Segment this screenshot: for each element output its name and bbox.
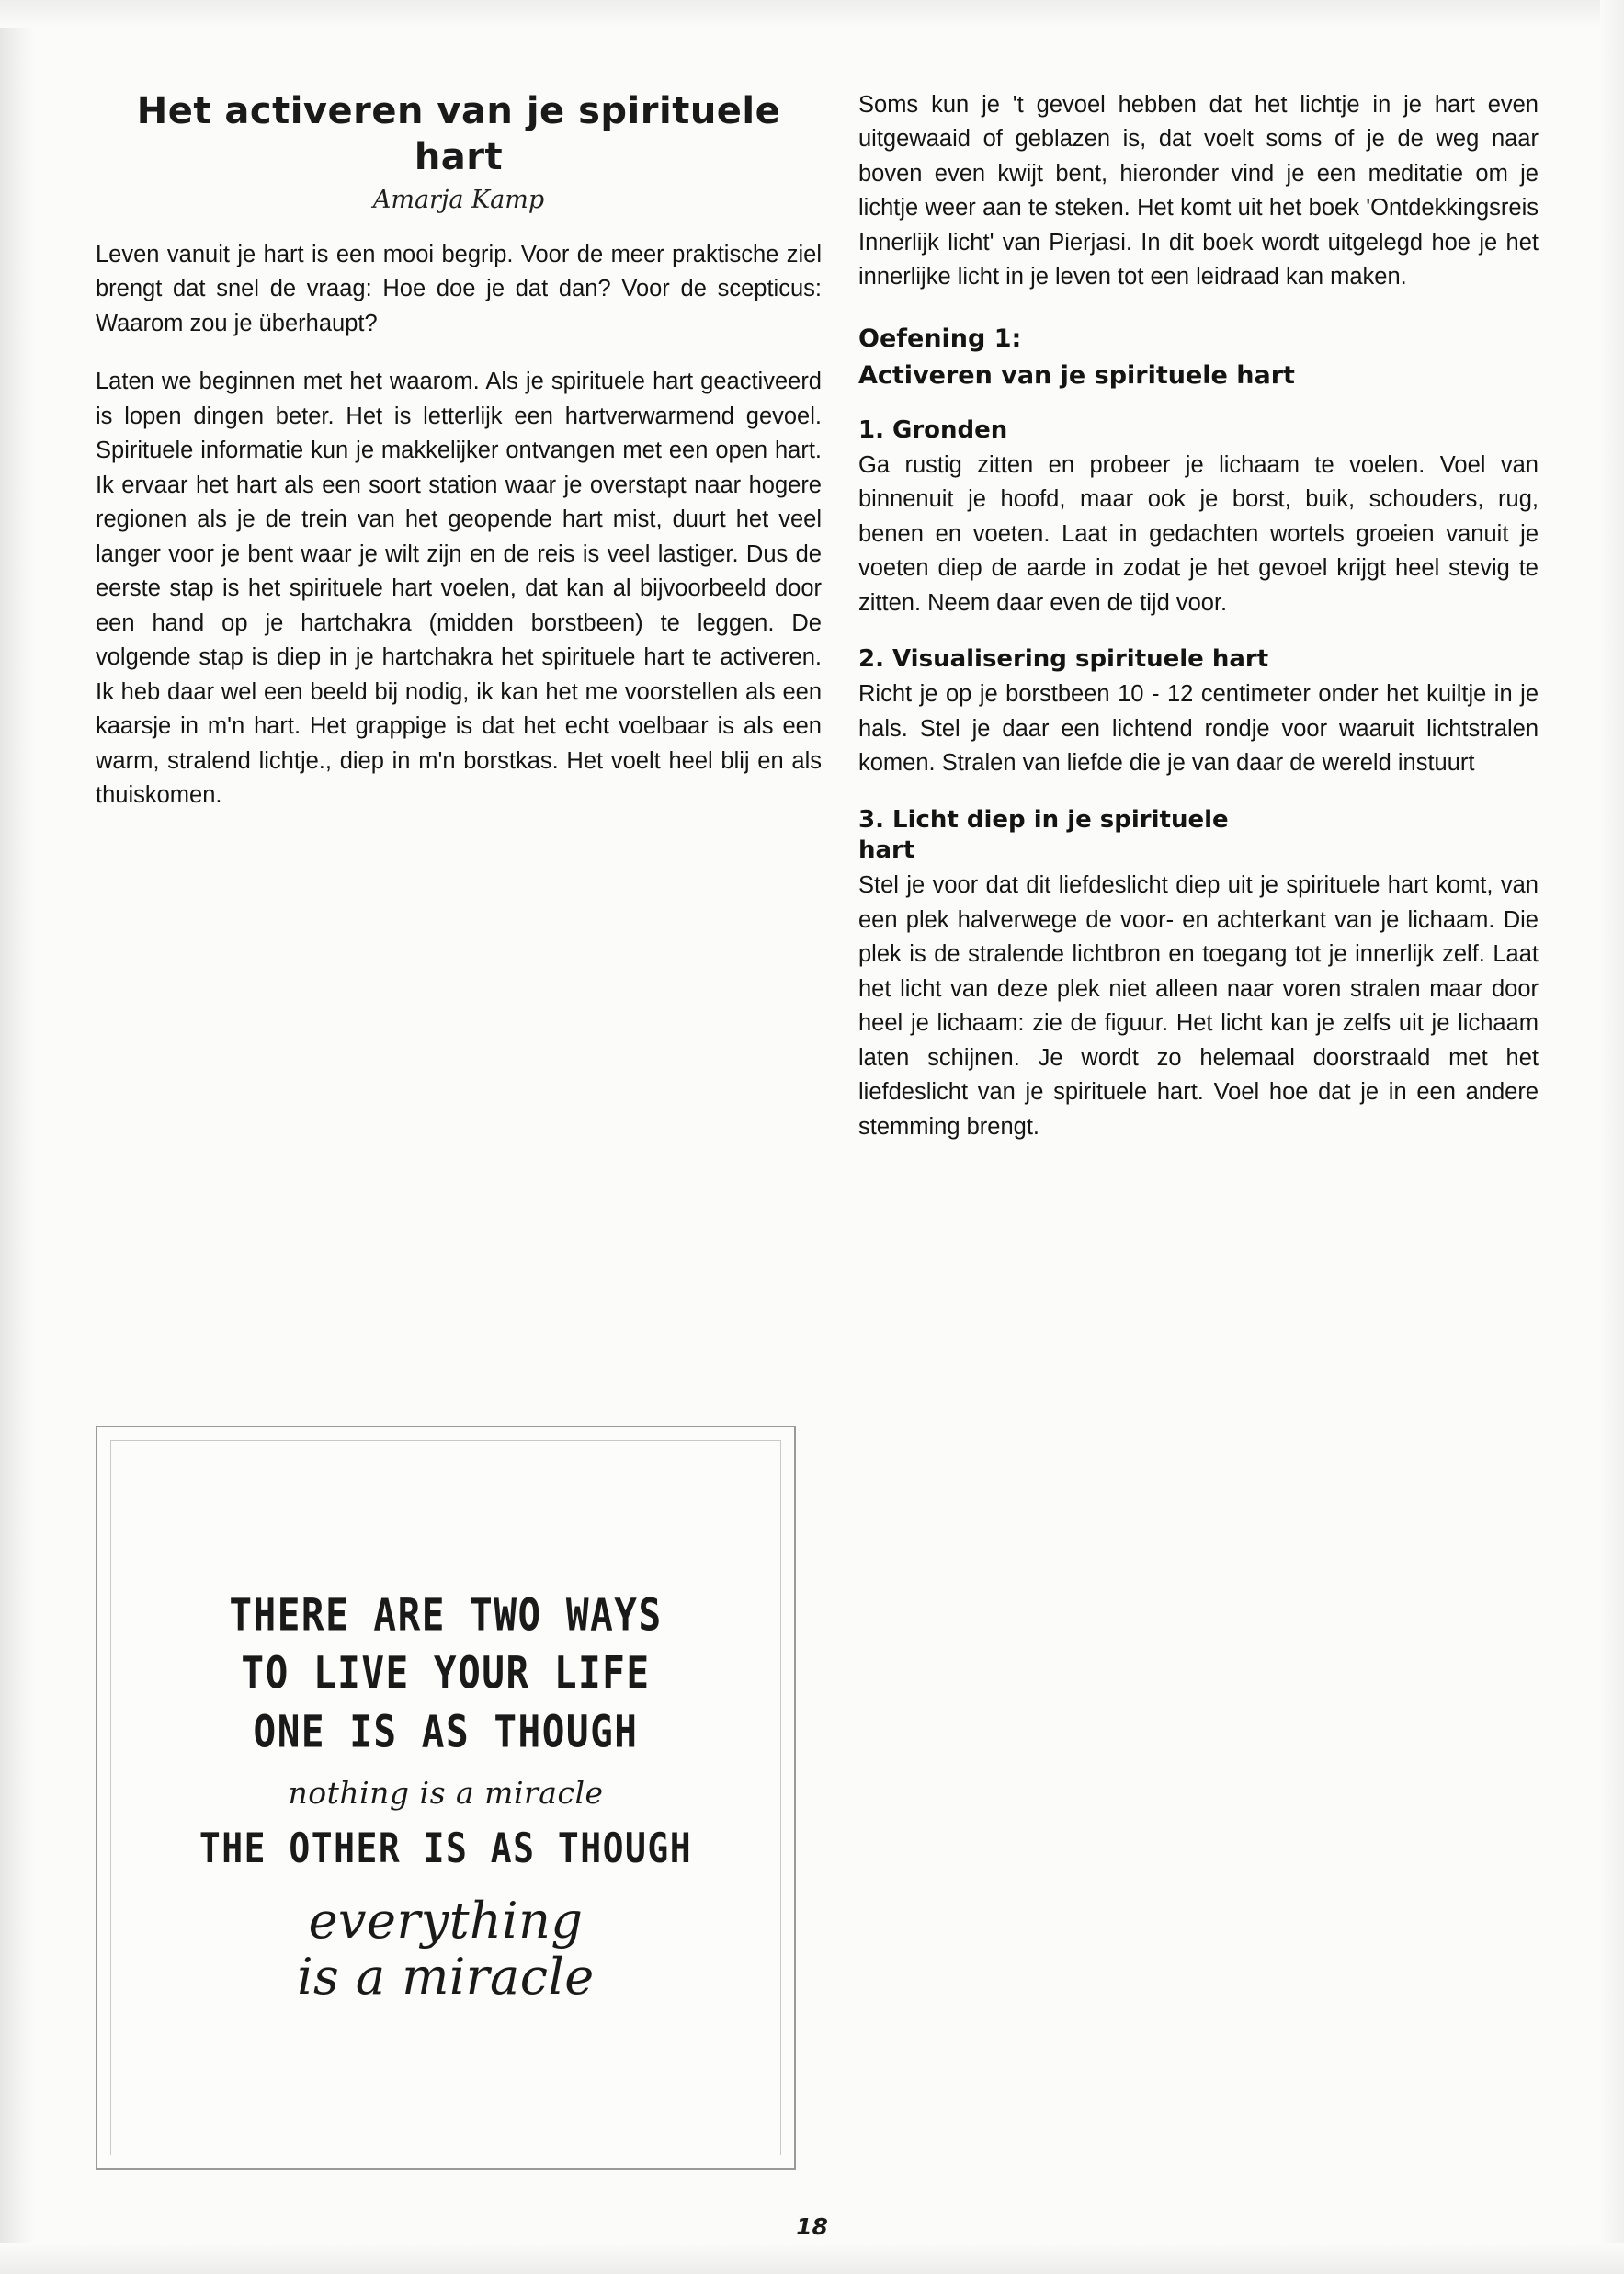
quote-script-line-3: is a miracle <box>297 1947 595 2006</box>
step-3-heading: 3. Licht diep in je spirituele hart <box>858 805 1229 865</box>
left-paragraph-2: Laten we beginnen met het waarom. Als je spirituele hart geactiveerd is lopen dingen beter. Het is letterlijk een hartverwarmend gevoel. Spirituele informatie kun je makkelijker ontvangen met een open hart. Ik ervaar het hart als een soort station waar je overstapt naar hogere regionen als je de trein van het geopende hart mist, duurt het veel langer voor je bent waar je wilt zijn en de reis is veel lastiger. Dus de eerste stap is het spirituele hart voelen, dat kan al bijvoorbeeld door een hand op je hartchakra (midden borstbeen) te leggen. De volgende stap is diep in je hartchakra het spirituele hart te activeren. Ik heb daar wel een beeld bij nodig, ik kan het me voorstellen als een kaarsje in m'n hart. Het grappige is dat het echt voelbaar is als een warm, stralend lichtje., diep in m'n borstkas. Het voelt heel blij en als thuiskomen. <box>96 369 822 809</box>
exercise-heading-line-1: Oefening 1: <box>858 324 1022 353</box>
quote-box-inner <box>110 1440 781 2155</box>
left-paragraph-1: Leven vanuit je hart is een mooi begrip. Voor de meer praktische ziel brengt dat snel de vraag: Hoe doe je dat dan? Voor de scepticus: Waarom zou je überhaupt? <box>96 242 822 336</box>
article-author: Amarja Kamp <box>372 186 545 214</box>
exercise-heading-line-2: Activeren van je spirituele hart <box>858 360 1295 390</box>
page-edge-left <box>0 0 35 2274</box>
page-edge-right <box>1600 0 1624 2274</box>
step-2-heading: 2. Visualisering spirituele hart <box>858 645 1269 674</box>
left-column <box>96 88 822 2006</box>
right-intro-paragraph: Soms kun je 't gevoel hebben dat het lichtje in je hart even uitgewaaid of geblazen is, dat voelt soms of je de weg naar boven even kwijt bent, hieronder vind je een meditatie om je lichtje weer aan te steken. Het komt uit het boek 'Ontdekkingsreis Innerlijk licht' van Pierjasi. In dit boek wordt uitgelegd hoe je het innerlijke licht in je leven tot een leidraad kan maken. <box>858 92 1539 290</box>
page-edge-top <box>0 0 1624 28</box>
quote-box <box>96 1426 796 2170</box>
step-1-heading: 1. Gronden <box>858 416 1008 445</box>
quote-line-3: ONE IS AS THOUGH <box>253 1705 639 1758</box>
right-column <box>858 88 1539 1144</box>
article-content <box>96 88 1539 2193</box>
page-title: Het activeren van je spirituele hart <box>136 90 781 178</box>
step-1-text: Ga rustig zitten en probeer je lichaam te voelen. Voel van binnenuit je hoofd, maar ook je borst, buik, schouders, rug, benen en voeten. Laat in gedachten wortels groeien vanuit je voeten diep de aarde in zodat je het gevoel krijgt heel stevig te zitten. Neem daar even de tijd voor. <box>858 451 1539 616</box>
step-2-text: Richt je op je borstbeen 10 - 12 centimeter onder het kuiltje in je hals. Stel je daar een lichtend rondje voor waaruit lichtstralen komen. Stralen van liefde die je van daar de wereld instuurt <box>858 681 1539 777</box>
quote-script-line-1: nothing is a miracle <box>288 1774 604 1811</box>
page-edge-bottom <box>0 2243 1624 2274</box>
step-3-text: Stel je voor dat dit liefdeslicht diep uit je spirituele hart komt, van een plek halverwege de voor- en achterkant van je lichaam. Die plek is de stralende lichtbron en toegang tot je innerlijk zelf. Laat het licht van deze plek niet alleen naar voren stralen maar door heel je lichaam: zie de figuur. Het licht kan je zelfs uit je lichaam laten schijnen. Je wordt zo helemaal doorstraald met het liefdeslicht van je spirituele hart. Voel hoe dat je in een andere stemming brengt. <box>858 872 1539 1140</box>
quote-script-line-2: everything <box>308 1891 584 1950</box>
page-number: 18 <box>796 2213 828 2240</box>
quote-line-1: THERE ARE TWO WAYS <box>229 1588 663 1641</box>
quote-line-2: TO LIVE YOUR LIFE <box>241 1646 651 1700</box>
quote-line-4: THE OTHER IS AS THOUGH <box>199 1824 693 1872</box>
